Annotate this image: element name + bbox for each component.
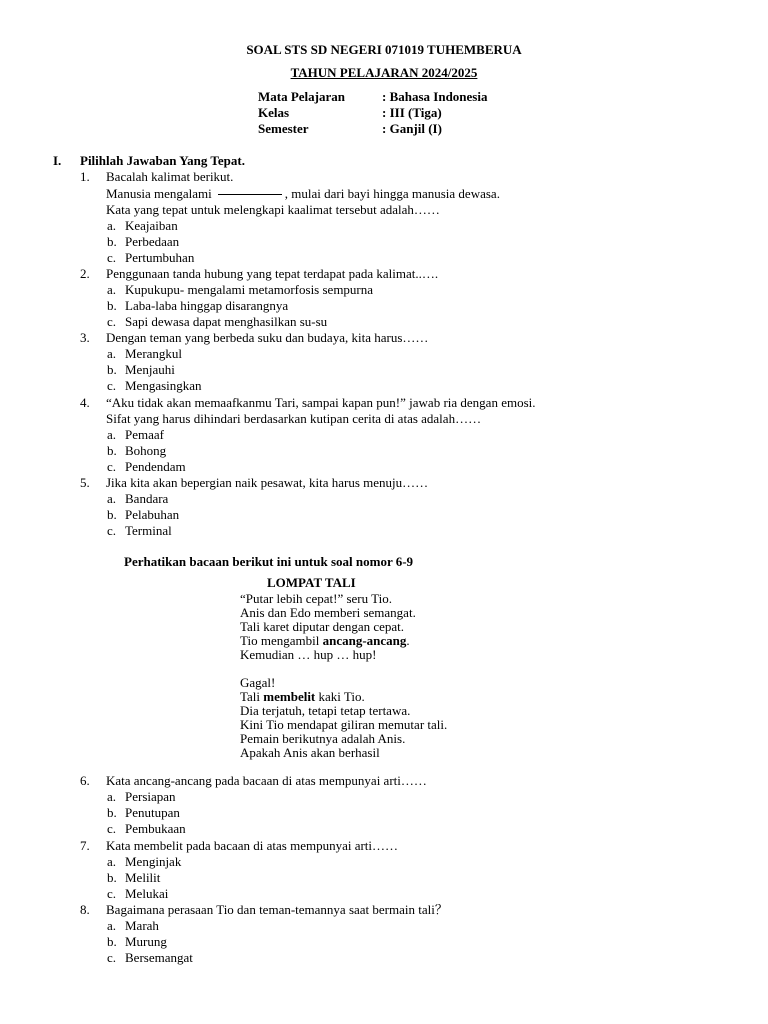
option-letter: c. — [107, 886, 117, 901]
passage-line: Kini Tio mendapat giliran memutar tali. — [240, 717, 448, 732]
blank-prefix: Manusia mengalami — [106, 186, 212, 201]
school-year: TAHUN PELAJARAN 2024/2025 — [290, 65, 478, 80]
option-text: Keajaiban — [125, 218, 178, 233]
option-text: Penutupan — [125, 805, 180, 820]
question-text: Bagaimana perasaan Tio dan teman-temannya saat bermain tali？ — [106, 902, 448, 917]
question-number: 4. — [80, 395, 90, 410]
option-letter: c. — [107, 821, 117, 836]
option-text: Bandara — [125, 491, 169, 506]
question-number: 1. — [80, 169, 90, 184]
option-letter: c. — [107, 459, 117, 474]
question-number: 5. — [80, 475, 90, 490]
option-letter: b. — [107, 507, 117, 522]
option-text: Pertumbuhan — [125, 250, 195, 265]
option-letter: a. — [107, 218, 117, 233]
option-text: Persiapan — [125, 789, 176, 804]
passage-text: kaki Tio. — [315, 689, 365, 704]
option-text: Laba-laba hinggap disarangnya — [125, 298, 289, 313]
reading-instruction: Perhatikan bacaan berikut ini untuk soal nomor 6-9 — [124, 554, 414, 569]
passage-line — [240, 690, 365, 704]
passage-text: Tio mengambil — [240, 633, 323, 648]
passage-line: “Putar lebih cepat!” seru Tio. — [240, 591, 392, 606]
passage-keyword: membelit — [263, 689, 316, 704]
question-text-with-blank — [106, 186, 500, 202]
question-prompt: Kata yang tepat untuk melengkapi kaalimat tersebut adalah…… — [106, 202, 440, 217]
passage-text: Tali — [240, 689, 264, 704]
option-text: Pemaaf — [125, 427, 164, 442]
question-number: 3. — [80, 330, 90, 345]
option-text: Pendendam — [125, 459, 186, 474]
info-value-semester: : Ganjil (I) — [382, 121, 442, 136]
option-letter: a. — [107, 491, 117, 506]
passage-line: Dia terjatuh, tetapi tetap tertawa. — [240, 703, 411, 718]
section-title: Pilihlah Jawaban Yang Tepat. — [80, 153, 245, 168]
reading-title: LOMPAT TALI — [267, 575, 356, 590]
option-letter: a. — [107, 427, 117, 442]
option-letter: b. — [107, 298, 117, 313]
option-letter: c. — [107, 378, 117, 393]
blank-suffix: , mulai dari bayi hingga manusia dewasa. — [284, 186, 500, 201]
info-value-class: : III (Tiga) — [382, 105, 442, 120]
option-text: Menginjak — [125, 854, 182, 869]
option-letter: b. — [107, 805, 117, 820]
option-text: Marah — [125, 918, 159, 933]
question-number: 7. — [80, 838, 90, 853]
info-label-semester: Semester — [258, 121, 309, 136]
question-text: Bacalah kalimat berikut. — [106, 169, 234, 184]
option-text: Murung — [125, 934, 167, 949]
option-text: Bersemangat — [125, 950, 193, 965]
option-letter: a. — [107, 854, 117, 869]
page-title: SOAL STS SD NEGERI 071019 TUHEMBERUA — [246, 42, 522, 57]
option-letter: b. — [107, 870, 117, 885]
option-text: Terminal — [125, 523, 172, 538]
option-text: Mengasingkan — [125, 378, 202, 393]
option-letter: b. — [107, 234, 117, 249]
option-text: Bohong — [125, 443, 167, 458]
question-number: 8. — [80, 902, 90, 917]
passage-line: Pemain berikutnya adalah Anis. — [240, 731, 406, 746]
question-text: Kata ancang-ancang pada bacaan di atas mempunyai arti…… — [106, 773, 427, 788]
option-text: Sapi dewasa dapat menghasilkan su-su — [125, 314, 328, 329]
option-text: Perbedaan — [125, 234, 180, 249]
option-letter: c. — [107, 523, 117, 538]
question-number: 6. — [80, 773, 90, 788]
section-numeral: I. — [53, 153, 62, 168]
passage-line: Tali karet diputar dengan cepat. — [240, 619, 405, 634]
option-letter: b. — [107, 934, 117, 949]
option-text: Menjauhi — [125, 362, 175, 377]
option-text: Merangkul — [125, 346, 183, 361]
option-letter: a. — [107, 789, 117, 804]
passage-line: Apakah Anis akan berhasil — [240, 745, 380, 760]
info-label-subject: Mata Pelajaran — [258, 89, 346, 104]
passage-line — [240, 634, 410, 648]
option-letter: a. — [107, 282, 117, 297]
passage-keyword: ancang-ancang — [322, 633, 407, 648]
option-letter: a. — [107, 918, 117, 933]
fill-in-blank — [218, 193, 282, 195]
option-text: Melilit — [125, 870, 161, 885]
option-letter: c. — [107, 950, 117, 965]
option-letter: a. — [107, 346, 117, 361]
question-quote: “Aku tidak akan memaafkanmu Tari, sampai kapan pun!” jawab ria dengan emosi. — [106, 395, 536, 410]
passage-line: Gagal! — [240, 675, 276, 690]
option-text: Pembukaan — [125, 821, 186, 836]
info-value-subject: : Bahasa Indonesia — [382, 89, 488, 104]
option-text: Melukai — [125, 886, 169, 901]
option-text: Kupukupu- mengalami metamorfosis sempurna — [125, 282, 374, 297]
question-text: Jika kita akan bepergian naik pesawat, kita harus menuju…… — [106, 475, 429, 490]
option-letter: c. — [107, 314, 117, 329]
option-letter: b. — [107, 443, 117, 458]
passage-line: Kemudian … hup … hup! — [240, 647, 377, 662]
question-text: Penggunaan tanda hubung yang tepat terdapat pada kalimat..…. — [106, 266, 439, 281]
info-label-class: Kelas — [258, 105, 290, 120]
passage-line: Anis dan Edo memberi semangat. — [240, 605, 416, 620]
option-letter: b. — [107, 362, 117, 377]
question-prompt: Sifat yang harus dihindari berdasarkan kutipan cerita di atas adalah…… — [106, 411, 482, 426]
question-text: Kata membelit pada bacaan di atas mempunyai arti…… — [106, 838, 399, 853]
option-text: Pelabuhan — [125, 507, 180, 522]
question-number: 2. — [80, 266, 90, 281]
passage-text: . — [406, 633, 410, 648]
option-letter: c. — [107, 250, 117, 265]
question-text: Dengan teman yang berbeda suku dan budaya, kita harus…… — [106, 330, 429, 345]
